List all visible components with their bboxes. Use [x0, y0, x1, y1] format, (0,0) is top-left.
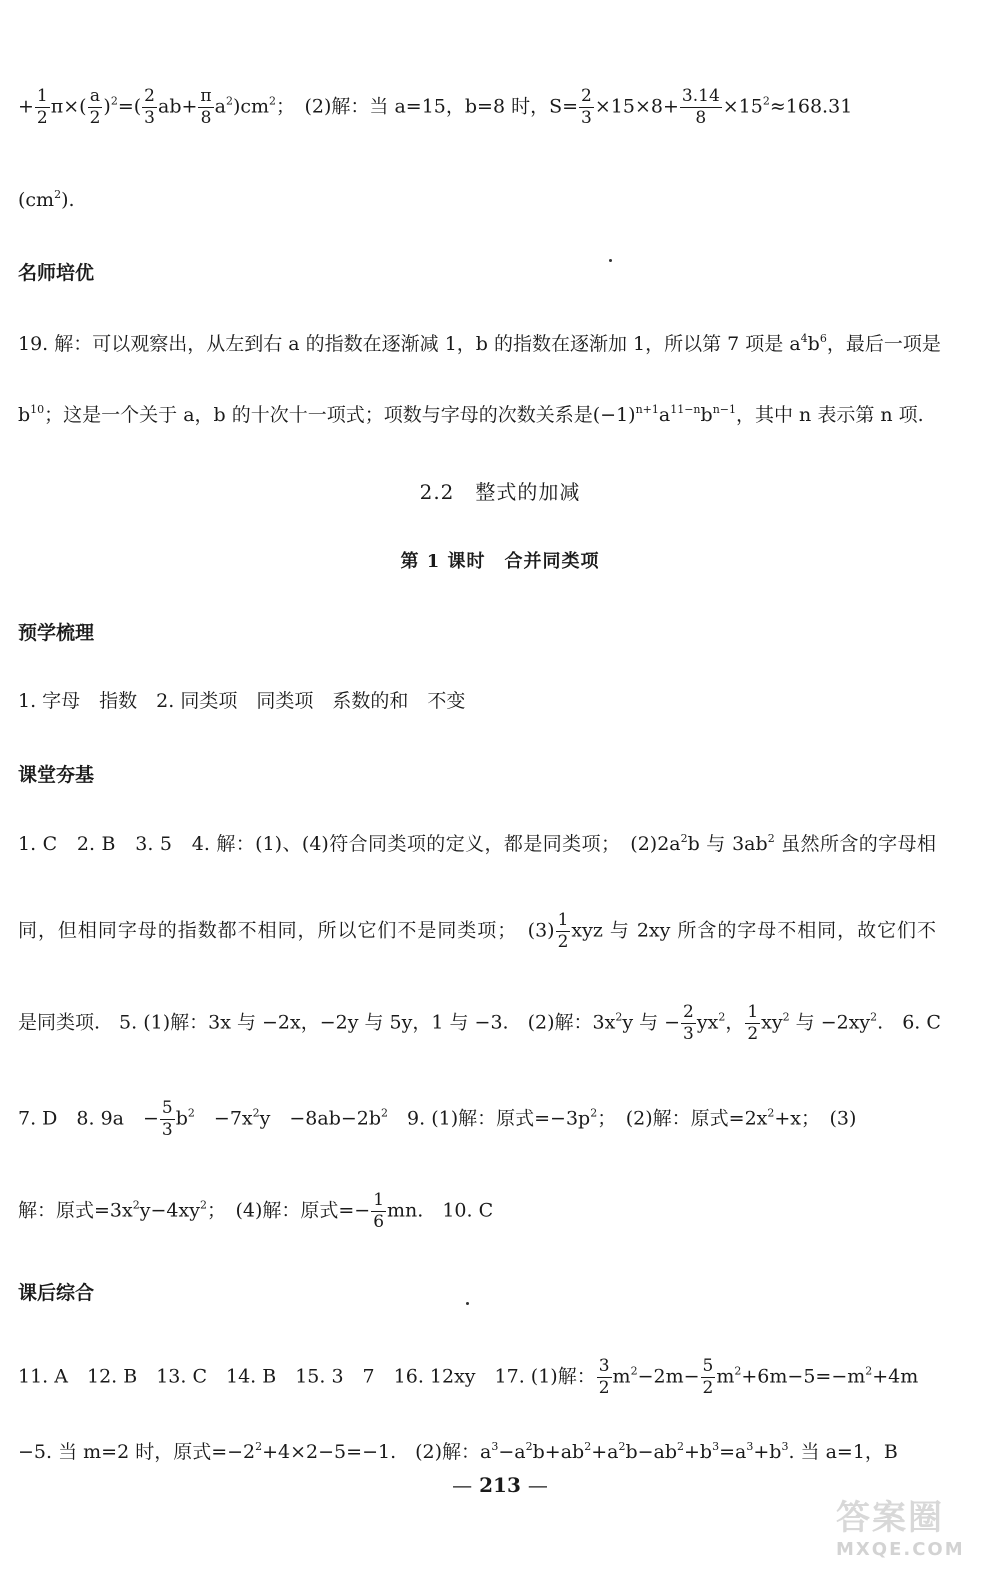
fraction: $\frac{1}{2}$ — [747, 1002, 759, 1044]
fraction: $\frac{2}{3}$ — [683, 1002, 694, 1044]
stray-dot — [609, 259, 612, 262]
fraction: $\frac{5}{3}$ — [161, 1098, 173, 1140]
line-6: 1. C 2. B 3. 5 4. 解：(1)、(4)符合同类项的定义，都是同类项； $(2)2a^2b$ 与 $3ab^2$ 虽然所含的字母相 — [18, 832, 937, 855]
stray-dot — [466, 1302, 469, 1305]
line-1: + $\frac{1}{2}$ π×( $\frac{a}{2}$ )$^2$=( $\frac{2}{3}$ ab+ $\frac{\pi}{8}$ $a^2)cm^2$； (2)解：当 a=15，b=8 时，S= $\frac{2}{3}$ ×15×8+ $\frac{3.14}{8}$ $\times 15^2\approx 168.31$ — [18, 86, 853, 128]
line-12: −5. 当 m=2 时，原式$=-2^2+4\times 2-5=-1$. (2)解：$a^3-a^2b+ab^2+a^2b-ab^2+b^3=a^3+b^3$. 当 a=1，B — [18, 1440, 898, 1463]
line-9: 7. D 8. 9a − $\frac{5}{3}$ $b^2$ $-7x^2y$ $-8ab-2b^2$ 9. (1)解：原式$=-3p^2$； (2)解：原式$=2x^2+x$； (3) — [18, 1098, 857, 1140]
fraction: $\frac{\pi}{8}$ — [200, 86, 212, 128]
line-10: 解：原式$=3x^2y-4xy^2$； (4)解：原式=− $\frac{1}{6}$ mn. 10. C — [18, 1190, 494, 1232]
line-2: $(cm^2)$. — [18, 188, 75, 211]
line-4: $b^{10}$；这是一个关于 a，b 的十次十一项式；项数与字母的次数关系是$(-1)^{n+1}a^{11-n}b^{n-1}$，其中 n 表示第 n 项. — [18, 403, 924, 426]
section-heading-kehou: 课后综合 — [18, 1282, 95, 1304]
line-11: 11. A 12. B 13. C 14. B 15. 3 7 16. 12xy 17. (1)解： $\frac{3}{2}$ $m^2-2m-$ $\frac{5}{2}$ $m^2+6m-5=-m^2+4m$ — [18, 1356, 919, 1398]
fraction: $\frac{a}{2}$ — [89, 86, 101, 128]
line-3: 19. 解：可以观察出，从左到右 a 的指数在逐渐减 1，b 的指数在逐渐加 1，所以第 7 项是 $a^4b^6$，最后一项是 — [18, 332, 941, 355]
fraction: $\frac{1}{2}$ — [36, 86, 48, 128]
fraction: $\frac{3.14}{8}$ — [681, 86, 720, 128]
fraction: $\frac{2}{3}$ — [581, 86, 592, 128]
fraction: $\frac{1}{2}$ — [557, 910, 569, 952]
page-number: — 213 — — [452, 1473, 548, 1497]
section-heading-ketang: 课堂夯基 — [18, 764, 95, 786]
line-8: 是同类项. 5. (1)解：3x 与 −2x，−2y 与 5y，1 与 −3. (2)解：$3x^2y$ 与 − $\frac{2}{3}$ $yx^2$， $\frac{1}{2}$ $xy^2$ 与 $-2xy^2$. 6. C — [18, 1002, 941, 1044]
fraction: $\frac{3}{2}$ — [598, 1356, 610, 1398]
section-heading-mingshi: 名师培优 — [18, 262, 95, 284]
line-5: 1. 字母 指数 2. 同类项 同类项 系数的和 不变 — [18, 690, 466, 712]
watermark-logo: 答案圈 MXQE.COM — [836, 1498, 965, 1560]
fraction: $\frac{1}{6}$ — [373, 1190, 385, 1232]
line-7: 同，但相同字母的指数都不相同，所以它们不是同类项； (3) $\frac{1}{2}$ xyz 与 2xy 所含的字母不相同，故它们不 — [18, 910, 936, 952]
section-title: 2.2 整式的加减 — [419, 480, 581, 504]
lesson-subtitle: 第 1 课时 合并同类项 — [400, 551, 600, 572]
fraction: $\frac{2}{3}$ — [144, 86, 155, 128]
fraction: $\frac{5}{2}$ — [702, 1356, 714, 1398]
section-heading-yuxue: 预学梳理 — [18, 622, 95, 644]
